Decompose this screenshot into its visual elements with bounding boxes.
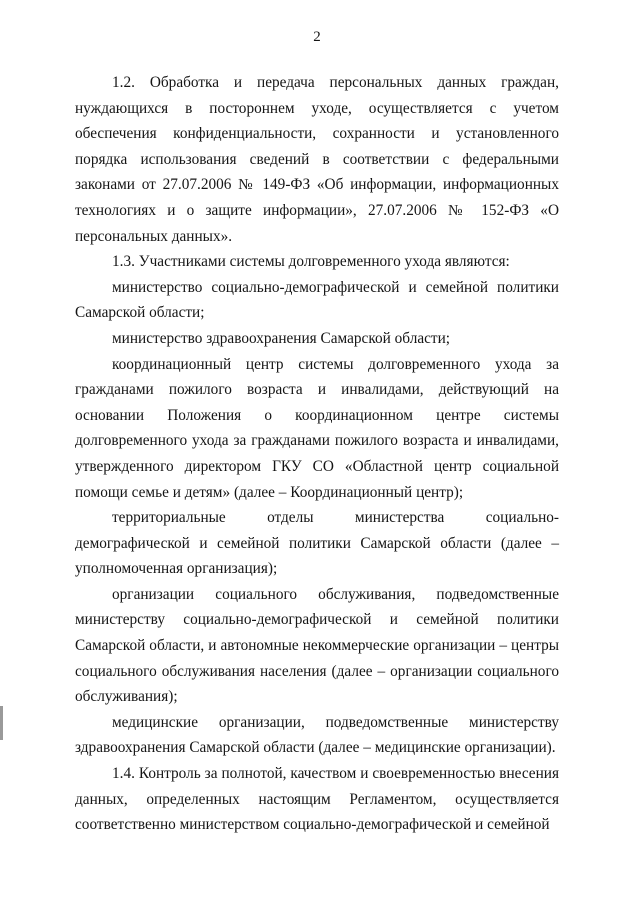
paragraph-1-4: 1.4. Контроль за полнотой, качеством и своевременностью внесения данных, определенных настоящим Регламентом, осуществляется соответственно министерством социально-демографической и семейной (75, 765, 559, 834)
participant-medical-organizations: медицинские организации, подведомственные министерству здравоохранения Самарской области (далее – медицинские организации). (75, 713, 559, 757)
participant-social-service-organizations: организации социального обслуживания, подведомственные министерству социально-демографической и семейной политики Самарской области, и автономные некоммерческие организации – центры социального обслуживания населения (далее – организации социального обслуживания); (75, 585, 559, 706)
page-number: 2 (313, 29, 321, 45)
document-body (75, 70, 559, 838)
scan-edge-mark (0, 706, 3, 740)
paragraph-1-3: 1.3. Участниками системы долговременного ухода являются: (112, 253, 510, 271)
paragraph-1-2: 1.2. Обработка и передача персональных данных граждан, нуждающихся в постороннем уходе, осуществляется с учетом обеспечения конфиденциальности, сохранности и установленного порядка использования сведений в соответствии с федеральными законами от 27.07.2006 № 149-ФЗ «Об информации, информационных технологиях и о защите информации», 27.07.2006 № 152-ФЗ «О персональных данных». (75, 74, 559, 245)
participant-ministry-social-demographic: министерство социально-демографической и семейной политики Самарской области; (75, 278, 559, 322)
participant-ministry-health: министерство здравоохранения Самарской области; (112, 329, 451, 347)
participant-territorial-departments: территориальные отделы министерства социально-демографической и семейной политики Самарской области (далее – уполномоченная организация); (75, 509, 559, 578)
participant-coordination-center: координационный центр системы долговременного ухода за гражданами пожилого возраста и инвалидами, действующий на основании Положения о координационном центре системы долговременного ухода за гражданами пожилого возраста и инвалидами, утвержденного директором ГКУ СО «Областной центр социальной помощи семье и детям» (далее – Координационный центр); (75, 355, 559, 501)
